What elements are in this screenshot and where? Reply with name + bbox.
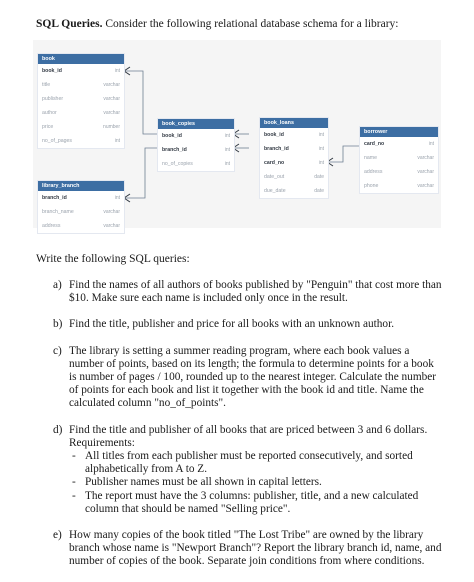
column-row [360, 151, 438, 165]
column-type: varchar [417, 155, 434, 161]
column-type: date [314, 174, 324, 180]
column-type: int [428, 141, 434, 147]
column-name: book_id [264, 132, 284, 138]
table-library-branch [37, 180, 125, 234]
er-diagram [33, 40, 441, 228]
rel-loans-borrower [327, 146, 359, 162]
question-label: b) [53, 318, 63, 331]
table-book [37, 53, 125, 149]
column-row [158, 129, 234, 143]
column-row [38, 64, 124, 78]
column-name: author [42, 110, 57, 116]
table-header: book_loans [260, 118, 328, 128]
column-type: int [318, 146, 324, 152]
column-name: price [42, 124, 54, 130]
column-row [38, 205, 124, 219]
question-item [53, 345, 443, 411]
column-row [38, 134, 124, 148]
column-row [360, 137, 438, 151]
column-type: int [224, 161, 230, 167]
table-header: library_branch [38, 181, 124, 191]
column-type: varchar [417, 183, 434, 189]
column-row [38, 120, 124, 134]
requirement-item: - The report must have the 3 columns: publisher, title, and a new calculated column that should be named "Selling price". [69, 490, 443, 516]
question-text: Find the title and publisher of all books that are priced between 3 and 6 dollars. Requirements: [69, 423, 428, 449]
column-type: number [103, 124, 120, 130]
column-name: branch_id [264, 146, 289, 152]
question-label: d) [53, 423, 63, 436]
column-type: date [314, 188, 324, 194]
question-text: Find the names of all authors of books published by "Penguin" that cost more than $10. Make sure each name is included only once in the result. [69, 279, 442, 305]
column-type: int [114, 68, 120, 74]
column-row [38, 191, 124, 205]
intro-text: Write the following SQL queries: [36, 253, 190, 265]
question-text: The library is setting a summer reading program, where each book values a number of points, based on its length; the formula to determine points for a book is number of pages / 100, rounded up to the nearest integer. Calculate the number of points for each book and list it together with the book id and title. Name the calculated column "no_of_points". [69, 344, 437, 410]
section-heading-bold: SQL Queries. [36, 18, 103, 30]
column-row [38, 78, 124, 92]
column-row [360, 165, 438, 179]
column-row [260, 142, 328, 156]
column-type: int [114, 138, 120, 144]
section-heading [36, 18, 398, 30]
question-text: How many copies of the book titled "The Lost Tribe" are owned by the library branch whose name is "Newport Branch"? Report the library branch id, name, and number of copies of the book. Separate join conditions from where conditions. [69, 529, 442, 568]
column-name: branch_name [42, 209, 74, 215]
question-item [53, 279, 443, 305]
column-type: int [224, 147, 230, 153]
column-name: publisher [42, 96, 64, 102]
column-row [260, 170, 328, 184]
column-type: varchar [103, 223, 120, 229]
question-item [53, 318, 443, 331]
column-name: branch_id [42, 195, 67, 201]
column-name: card_no [264, 160, 285, 166]
column-name: phone [364, 183, 379, 189]
section-heading-text: Consider the following relational database schema for a library: [102, 18, 399, 30]
rel-branch-copies [124, 148, 157, 198]
column-type: varchar [417, 169, 434, 175]
column-name: no_of_pages [42, 138, 73, 144]
column-row [38, 219, 124, 233]
question-item [53, 424, 443, 516]
column-name: due_date [264, 188, 286, 194]
column-type: varchar [103, 96, 120, 102]
column-name: branch_id [162, 147, 187, 153]
column-name: card_no [364, 141, 385, 147]
column-row [158, 143, 234, 157]
question-list [53, 279, 443, 582]
question-item [53, 529, 443, 569]
column-row [260, 156, 328, 170]
column-type: int [224, 133, 230, 139]
column-row [38, 92, 124, 106]
rel-book-copies [124, 71, 157, 134]
column-type: int [318, 160, 324, 166]
table-header: book_copies [158, 119, 234, 129]
column-name: book_id [42, 68, 62, 74]
column-name: date_out [264, 174, 285, 180]
column-row [260, 128, 328, 142]
column-row [360, 179, 438, 193]
requirement-item: - Publisher names must be all shown in capital letters. [69, 476, 443, 489]
column-name: name [364, 155, 377, 161]
column-type: varchar [103, 110, 120, 116]
column-type: varchar [103, 209, 120, 215]
column-row [38, 106, 124, 120]
column-name: no_of_copies [162, 161, 193, 167]
column-type: int [114, 195, 120, 201]
column-row [158, 157, 234, 171]
question-label: e) [53, 529, 62, 542]
table-header: book [38, 54, 124, 64]
table-header: borrower [360, 127, 438, 137]
column-type: varchar [103, 82, 120, 88]
table-book-copies [157, 118, 235, 172]
column-name: title [42, 82, 51, 88]
table-book-loans [259, 117, 329, 199]
column-name: book_id [162, 133, 182, 139]
column-type: int [318, 132, 324, 138]
question-text: Find the title, publisher and price for all books with an unknown author. [69, 318, 395, 331]
table-borrower [359, 126, 439, 194]
column-name: address [364, 169, 383, 175]
question-label: a) [53, 279, 62, 291]
requirement-list [69, 450, 443, 516]
requirement-item: - All titles from each publisher must be reported consecutively, and sorted alphabetically from A to Z. [69, 450, 443, 476]
column-name: address [42, 223, 61, 229]
column-row [260, 184, 328, 198]
question-label: c) [53, 344, 62, 357]
